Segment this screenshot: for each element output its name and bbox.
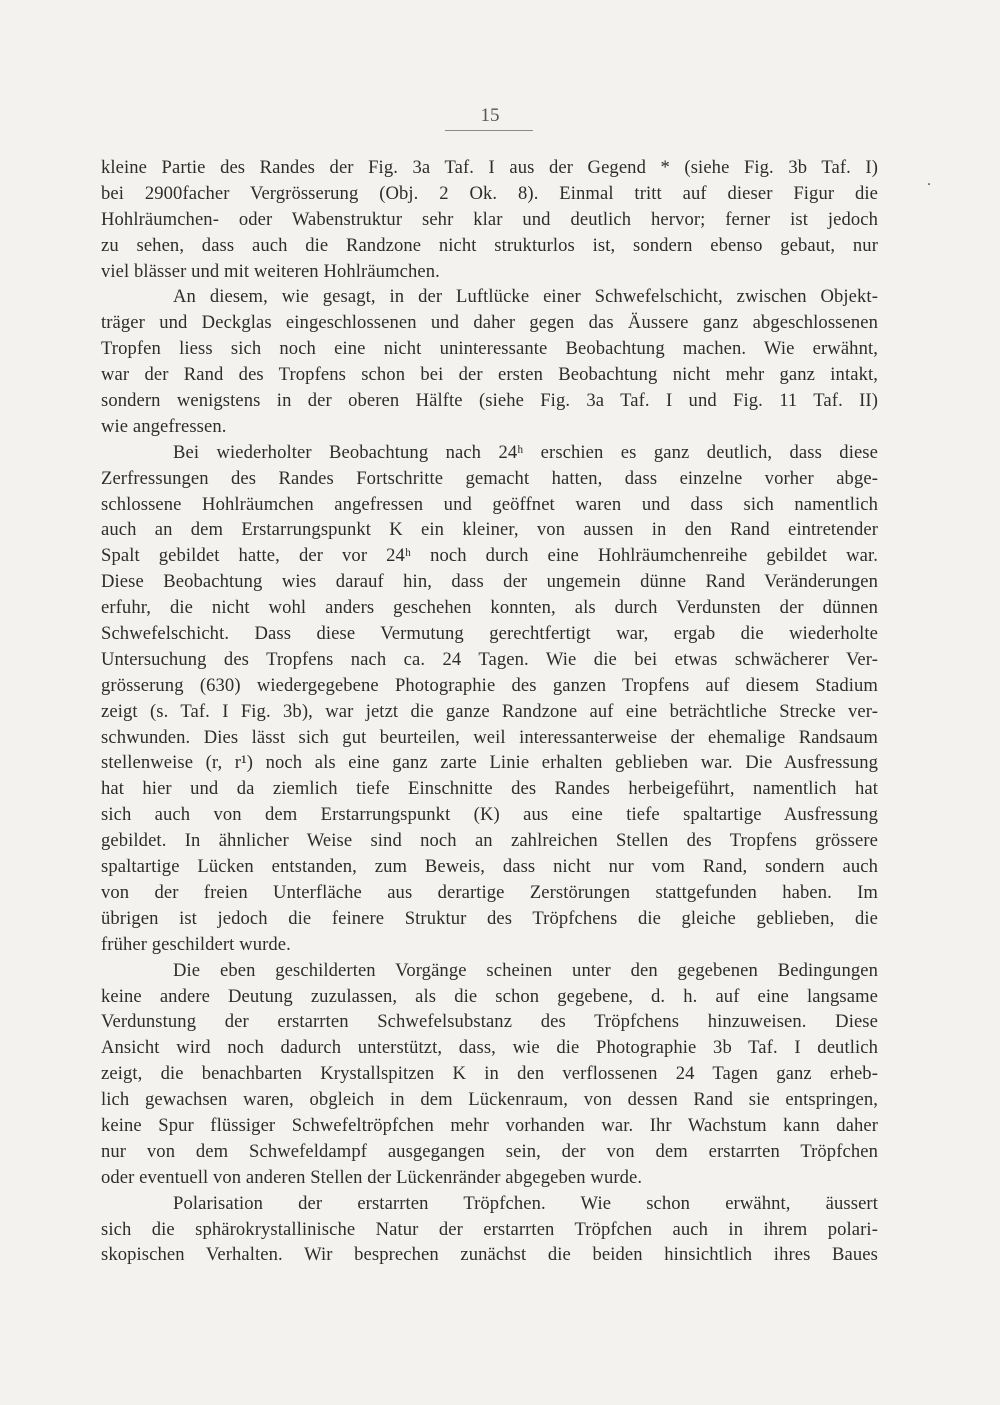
text-line: früher geschildert wurde. [101, 933, 291, 955]
text-line: sich auch von dem Erstarrungspunkt (K) aus eine tiefe spaltartige Ausfressung [101, 804, 878, 826]
text-line: kleine Partie des Randes der Fig. 3a Taf. I aus der Gegend * (siehe Fig. 3b Taf. I) [101, 157, 878, 178]
margin-mark: . [927, 172, 931, 189]
text-line: sondern wenigstens in der oberen Hälfte (siehe Fig. 3a Taf. I und Fig. 11 Taf. II) [101, 390, 878, 412]
text-line: träger und Deckglas eingeschlossenen und daher gegen das Äussere ganz abgeschlossenen [101, 312, 878, 334]
text-line: auch an dem Erstarrungspunkt K ein kleiner, von aussen in den Rand eintretender [101, 519, 878, 541]
text-line: grösserung (630) wiedergegebene Photographie des ganzen Tropfens auf diesem Stadium [101, 674, 878, 696]
text-line: schlossene Hohlräumchen angefressen und geöffnet waren und dass sich namentlich [101, 493, 878, 515]
text-line: Hohlräumchen- oder Wabenstruktur sehr klar und deutlich hervor; ferner ist jedoch [101, 208, 878, 230]
text-line: stellenweise (r, r¹) noch als eine ganz zarte Linie erhalten geblieben war. Die Ausfressung [101, 752, 878, 774]
page-number-rule [445, 130, 533, 131]
text-line: viel blässer und mit weiteren Hohlräumchen. [101, 260, 440, 282]
text-line: An diesem, wie gesagt, in der Luftlücke einer Schwefelschicht, zwischen Objekt- [173, 286, 878, 308]
text-line: gebildet. In ähnlicher Weise sind noch an zahlreichen Stellen des Tropfens grössere [101, 830, 878, 852]
text-line: Schwefelschicht. Dass diese Vermutung gerechtfertigt war, ergab die wiederholte [101, 623, 878, 645]
text-line: zeigt, die benachbarten Krystallspitzen K in den verflossenen 24 Tagen ganz erheb- [101, 1063, 878, 1085]
text-line: keine Spur flüssiger Schwefeltröpfchen mehr vorhanden war. Ihr Wachstum kann daher [101, 1114, 878, 1136]
text-line: oder eventuell von anderen Stellen der Lückenränder abgegeben wurde. [101, 1166, 643, 1188]
text-line: Die eben geschilderten Vorgänge scheinen unter den gegebenen Bedingungen [173, 959, 878, 981]
text-line: Diese Beobachtung wies darauf hin, dass der ungemein dünne Rand Veränderungen [101, 571, 878, 593]
text-line: skopischen Verhalten. Wir besprechen zunächst die beiden hinsichtlich ihres Baues [101, 1244, 878, 1266]
text-line: Polarisation der erstarrten Tröpfchen. Wie schon erwähnt, äussert [173, 1192, 878, 1214]
text-line: Verdunstung der erstarrten Schwefelsubstanz des Tröpfchens hinzuweisen. Diese [101, 1011, 878, 1033]
text-line: erfuhr, die nicht wohl anders geschehen konnten, als durch Verdunsten der dünnen [101, 597, 878, 619]
text-line: spaltartige Lücken entstanden, zum Beweis, dass nicht nur vom Rand, sondern auch [101, 856, 878, 878]
text-line: Zerfressungen des Randes Fortschritte gemacht hatten, dass einzelne vorher abge- [101, 467, 878, 489]
text-line: nur von dem Schwefeldampf ausgegangen sein, der von dem erstarrten Tröpfchen [101, 1140, 878, 1162]
text-line: zeigt (s. Taf. I Fig. 3b), war jetzt die ganze Randzone auf eine beträchtliche Strecke ver- [101, 700, 878, 722]
body-text [101, 155, 878, 1268]
page-number: 15 [480, 105, 500, 126]
text-line: bei 2900facher Vergrösserung (Obj. 2 Ok. 8). Einmal tritt auf dieser Figur die [101, 182, 878, 204]
text-line: schwunden. Dies lässt sich gut beurteilen, weil interessanterweise der ehemalige Randsaum [101, 726, 878, 748]
text-line: von der freien Unterfläche aus derartige Zerstörungen stattgefunden haben. Im [101, 881, 878, 903]
text-line: keine andere Deutung zuzulassen, als die schon gegebene, d. h. auf eine langsame [101, 985, 878, 1007]
text-line: Tropfen liess sich noch eine nicht uninteressante Beobachtung machen. Wie erwähnt, [101, 338, 878, 360]
text-line: Untersuchung des Tropfens nach ca. 24 Tagen. Wie die bei etwas schwächerer Ver- [101, 648, 878, 670]
text-line: lich gewachsen waren, obgleich in dem Lückenraum, von dessen Rand sie entspringen, [101, 1089, 878, 1111]
text-line: wie angefressen. [101, 415, 227, 437]
text-line: übrigen ist jedoch die feinere Struktur des Tröpfchens die gleiche geblieben, die [101, 907, 878, 929]
text-line: war der Rand des Tropfens schon bei der ersten Beobachtung nicht mehr ganz intakt, [101, 364, 878, 386]
text-line: sich die sphärokrystallinische Natur der erstarrten Tröpfchen auch in ihrem polari- [101, 1218, 878, 1240]
text-line: zu sehen, dass auch die Randzone nicht strukturlos ist, sondern ebenso gebaut, nur [101, 234, 878, 256]
text-line: Bei wiederholter Beobachtung nach 24ʰ erschien es ganz deutlich, dass diese [173, 441, 878, 463]
text-line: Spalt gebildet hatte, der vor 24ʰ noch durch eine Hohlräumchenreihe gebildet war. [101, 545, 878, 567]
text-line: hat hier und da ziemlich tiefe Einschnitte des Randes herbeigeführt, namentlich hat [101, 778, 878, 800]
text-line: Ansicht wird noch dadurch unterstützt, dass, wie die Photographie 3b Taf. I deutlich [101, 1037, 878, 1059]
